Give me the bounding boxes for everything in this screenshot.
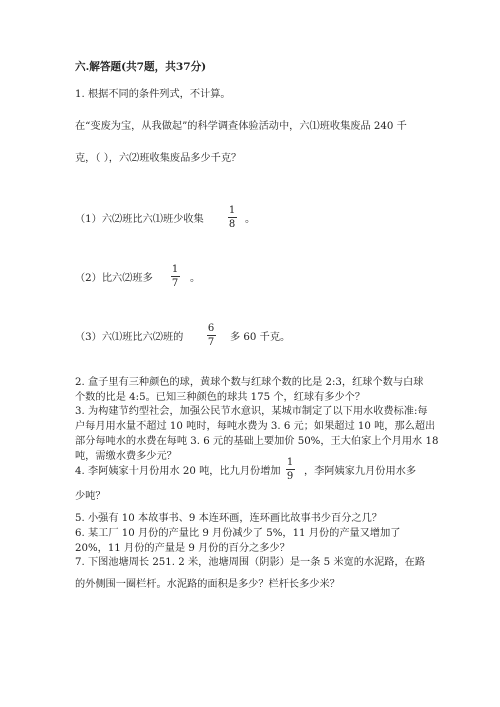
q1-item3-tail: 多 60 千克。 — [230, 332, 291, 343]
q4-tail: ，李阿姨家九月份用水多 — [304, 466, 417, 477]
fraction-bar — [286, 469, 295, 470]
q4-fraction — [284, 457, 296, 482]
fraction-denominator: 7 — [171, 278, 179, 289]
q2-line1: 2. 盒子里有三种颜色的球，黄球个数与红球个数的比是 2:3，红球个数与白球 — [75, 377, 424, 388]
q1-item2-tail: 。 — [190, 273, 201, 284]
fraction-bar — [171, 276, 180, 277]
fraction-bar — [228, 217, 237, 218]
q4-text: 4. 李阿姨家十月份用水 20 吨，比九月份增加 — [75, 466, 281, 477]
q6-line1: 6. 某工厂 10 月份的产量比 9 月份减少了 5%，11 月份的产量又增加了 — [75, 528, 401, 539]
q1-item2-fraction — [169, 264, 181, 289]
q3-line3: 部分每吨水的水费在每吨 3. 6 元的基础上要加价 50%，王大伯家上个月用水 18 — [75, 436, 439, 447]
q1-item1-text: （1）六⑵班比六⑴班少收集 — [75, 214, 204, 225]
fraction-denominator: 9 — [286, 471, 294, 482]
q4-line2: 少吨？ — [75, 491, 106, 502]
q7-line1: 7. 下图池塘周长 251. 2 米，池塘周围（阴影）是一条 5 米宽的水泥路，在路 — [75, 557, 426, 568]
fraction-numerator: 1 — [171, 264, 179, 275]
fraction-numerator: 1 — [228, 205, 236, 216]
q1-item3-text: （3）六⑴班比六⑵班的 — [75, 332, 184, 343]
fraction-numerator: 1 — [286, 457, 294, 468]
q2-line2: 个数的比是 4:5。已知三种颜色的球共 175 个，红球有多少个？ — [75, 392, 366, 403]
section-title: 六.解答题(共7题，共37分) — [75, 61, 207, 73]
q1-intro-line1: 在“变废为宝，从我做起”的科学调查体验活动中，六⑴班收集废品 240 千 — [75, 121, 407, 132]
fraction-denominator: 7 — [207, 337, 215, 348]
q1-item1-fraction — [226, 205, 238, 230]
q1-heading: 1. 根据不同的条件列式，不计算。 — [75, 89, 231, 100]
q6-line2: 20%，11 月份的产量是 9 月份的百分之多少？ — [75, 543, 290, 554]
fraction-numerator: 6 — [207, 323, 215, 334]
q7-line2: 的外侧围一圈栏杆。水泥路的面积是多少？栏杆长多少米？ — [75, 579, 340, 590]
q3-line4: 吨，需缴水费多少元？ — [75, 451, 177, 462]
q5-line: 5. 小强有 10 本故事书、9 本连环画，连环画比故事书少百分之几？ — [75, 513, 382, 524]
q1-item2-text: （2）比六⑵班多 — [75, 273, 153, 284]
fraction-denominator: 8 — [228, 219, 236, 230]
q3-line2: 户每月用水量不超过 10 吨时，每吨水费为 3. 6 元；如果超过 10 吨，那么超出 — [75, 421, 436, 432]
fraction-bar — [207, 335, 216, 336]
q1-item3-fraction — [205, 323, 217, 348]
q1-item1-tail: 。 — [245, 214, 256, 225]
q3-line1: 3. 为构建节约型社会，加强公民节水意识，某城市制定了以下用水收费标准:每 — [75, 406, 428, 417]
q1-intro-line2: 克，（ ），六⑵班收集废品多少千克？ — [75, 153, 242, 164]
